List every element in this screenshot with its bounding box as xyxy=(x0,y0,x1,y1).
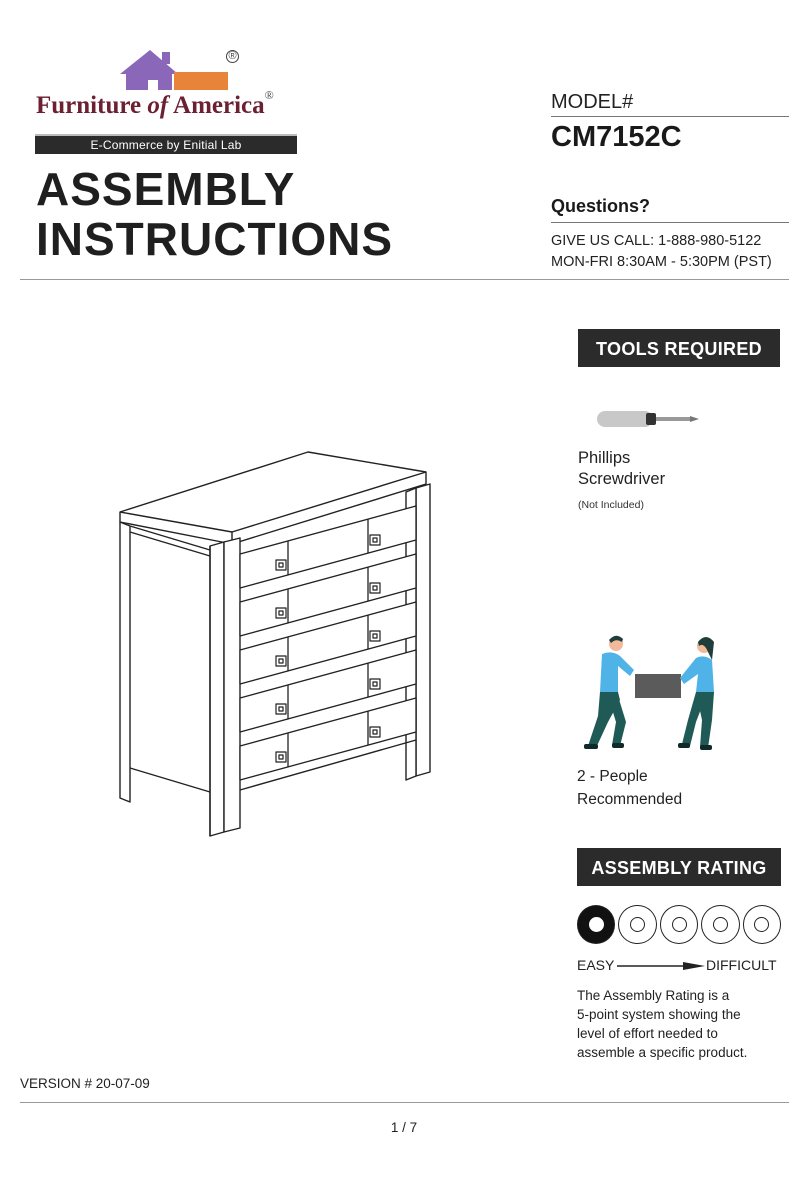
people-recommendation xyxy=(577,765,682,811)
tool-name-line-1: Phillips xyxy=(578,449,631,467)
document-title xyxy=(36,164,393,264)
title-line-2: INSTRUCTIONS xyxy=(36,213,393,265)
brand-wordmark xyxy=(36,88,274,120)
title-line-1: ASSEMBLY xyxy=(36,163,296,215)
registered-mark: ® xyxy=(226,50,239,63)
logo-house-icon xyxy=(118,46,238,92)
easy-label: EASY xyxy=(577,957,615,973)
people-line-1: 2 - People xyxy=(577,768,648,785)
rating-desc-line-3: level of effort needed to xyxy=(577,1026,718,1041)
model-number: CM7152C xyxy=(551,121,682,153)
rating-circle-3 xyxy=(660,905,698,944)
tools-required-heading: TOOLS REQUIRED xyxy=(578,329,780,367)
header-divider xyxy=(20,279,789,280)
rating-scale xyxy=(577,905,781,947)
hours-line: MON-FRI 8:30AM - 5:30PM (PST) xyxy=(551,254,772,270)
rating-circle-2 xyxy=(618,905,656,944)
rating-circle-4 xyxy=(701,905,739,944)
assembly-rating-heading: ASSEMBLY RATING xyxy=(577,848,781,886)
screwdriver-icon xyxy=(596,408,700,430)
questions-divider xyxy=(551,222,789,223)
rating-desc-line-2: 5-point system showing the xyxy=(577,1007,741,1022)
tool-name xyxy=(578,448,665,490)
page-number: 1 / 7 xyxy=(390,1120,418,1135)
tool-note: (Not Included) xyxy=(578,499,644,511)
brand-name-post: America xyxy=(168,92,265,119)
rating-desc-line-1: The Assembly Rating is a xyxy=(577,988,730,1003)
two-people-carrying-icon xyxy=(578,630,738,752)
questions-heading: Questions? xyxy=(551,196,651,216)
brand-tagline: E-Commerce by Enitial Lab xyxy=(35,134,297,154)
model-divider xyxy=(551,116,789,117)
brand-registered: ® xyxy=(264,88,274,102)
arrow-right-icon xyxy=(617,960,705,972)
difficult-label: DIFFICULT xyxy=(706,957,777,973)
rating-circle-5 xyxy=(743,905,781,944)
people-line-2: Recommended xyxy=(577,791,683,808)
phone-line: GIVE US CALL: 1-888-980-5122 xyxy=(551,233,762,249)
version-label: VERSION # 20-07-09 xyxy=(20,1076,150,1091)
rating-description xyxy=(577,986,783,1062)
model-label: MODEL# xyxy=(551,91,634,113)
tool-name-line-2: Screwdriver xyxy=(578,470,666,488)
brand-name-of: of xyxy=(147,92,169,119)
rating-circle-1 xyxy=(577,905,615,944)
brand-name-pre: Furniture xyxy=(36,92,148,119)
dresser-illustration xyxy=(108,440,438,840)
rating-desc-line-4: assemble a specific product. xyxy=(577,1045,748,1060)
footer-divider xyxy=(20,1102,789,1103)
